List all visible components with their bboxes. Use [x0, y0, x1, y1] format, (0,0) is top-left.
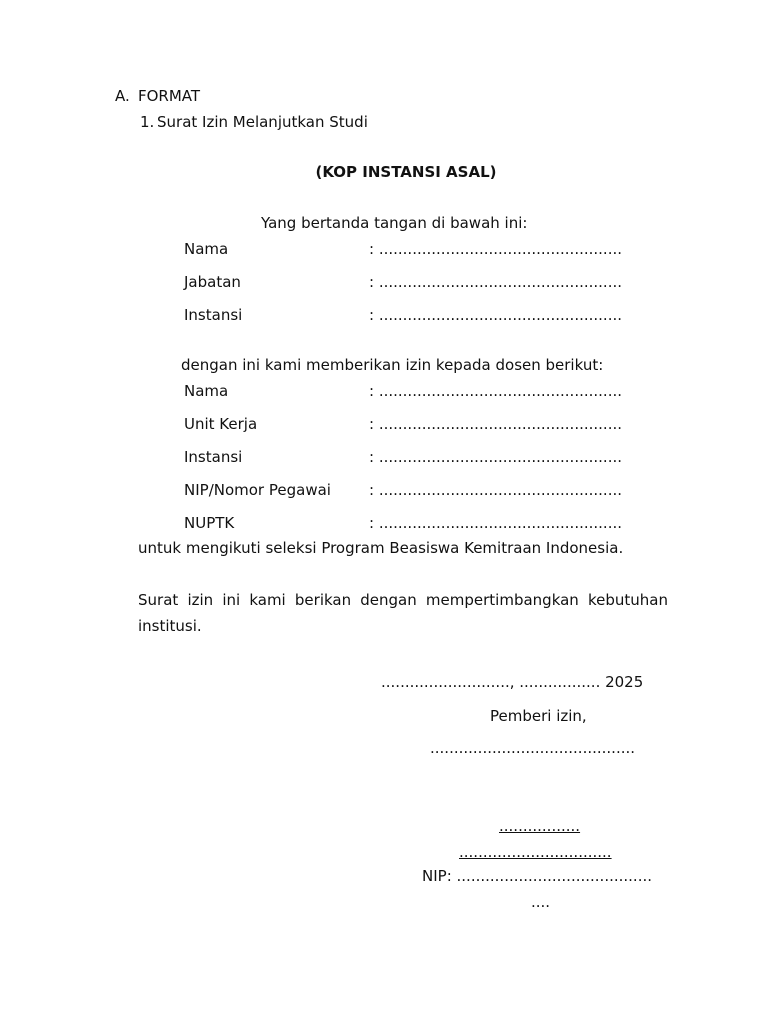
- field-value: : ...................................................: [369, 306, 622, 324]
- subsection-title: Surat Izin Melanjutkan Studi: [157, 113, 368, 131]
- section-letter: A.: [115, 87, 130, 105]
- signatory-intro: Yang bertanda tangan di bawah ini:: [261, 214, 528, 232]
- field-value: : ...................................................: [369, 415, 622, 433]
- field-value: : ...................................................: [369, 448, 622, 466]
- field-value: : ...................................................: [369, 481, 622, 499]
- field-label: Nama: [184, 240, 229, 258]
- consideration-line-2: institusi.: [138, 617, 202, 635]
- field-label: NIP/Nomor Pegawai: [184, 481, 331, 499]
- signatory-field-institution: [0, 306, 768, 324]
- field-label: Jabatan: [184, 273, 241, 291]
- consideration-line-1: Surat izin ini kami berikan dengan mempertimbangkan kebutuhan: [138, 591, 668, 609]
- grantor-position: ...........................................: [430, 739, 636, 757]
- subsection-number: 1.: [140, 113, 155, 131]
- signature-name-line-1: .................: [499, 817, 581, 835]
- lecturer-field-nuptk: [0, 514, 768, 532]
- grantor-label: Pemberi izin,: [490, 707, 587, 725]
- field-label: Instansi: [184, 306, 243, 324]
- letterhead-placeholder: (KOP INSTANSI ASAL): [315, 163, 497, 181]
- lecturer-field-institution: [0, 448, 768, 466]
- field-value: : ...................................................: [369, 514, 622, 532]
- lecturer-field-work-unit: [0, 415, 768, 433]
- nip-continuation: ....: [531, 893, 551, 911]
- lecturer-field-employee-number: [0, 481, 768, 499]
- field-label: NUPTK: [184, 514, 235, 532]
- signatory-field-position: [0, 273, 768, 291]
- signatory-field-name: [0, 240, 768, 258]
- field-value: : ...................................................: [369, 382, 622, 400]
- section-title: FORMAT: [138, 87, 201, 105]
- nip-line: NIP: .........................................: [422, 867, 653, 885]
- field-label: Unit Kerja: [184, 415, 258, 433]
- lecturer-field-name: [0, 382, 768, 400]
- field-value: : ...................................................: [369, 273, 622, 291]
- signature-name-line-2: ................................: [459, 843, 612, 861]
- lecturer-intro: dengan ini kami memberikan izin kepada dosen berikut:: [181, 356, 604, 374]
- place-date: ..........................., ................. 2025: [381, 673, 644, 691]
- purpose-text: untuk mengikuti seleksi Program Beasiswa Kemitraan Indonesia.: [138, 539, 624, 557]
- field-value: : ...................................................: [369, 240, 622, 258]
- field-label: Nama: [184, 382, 229, 400]
- field-label: Instansi: [184, 448, 243, 466]
